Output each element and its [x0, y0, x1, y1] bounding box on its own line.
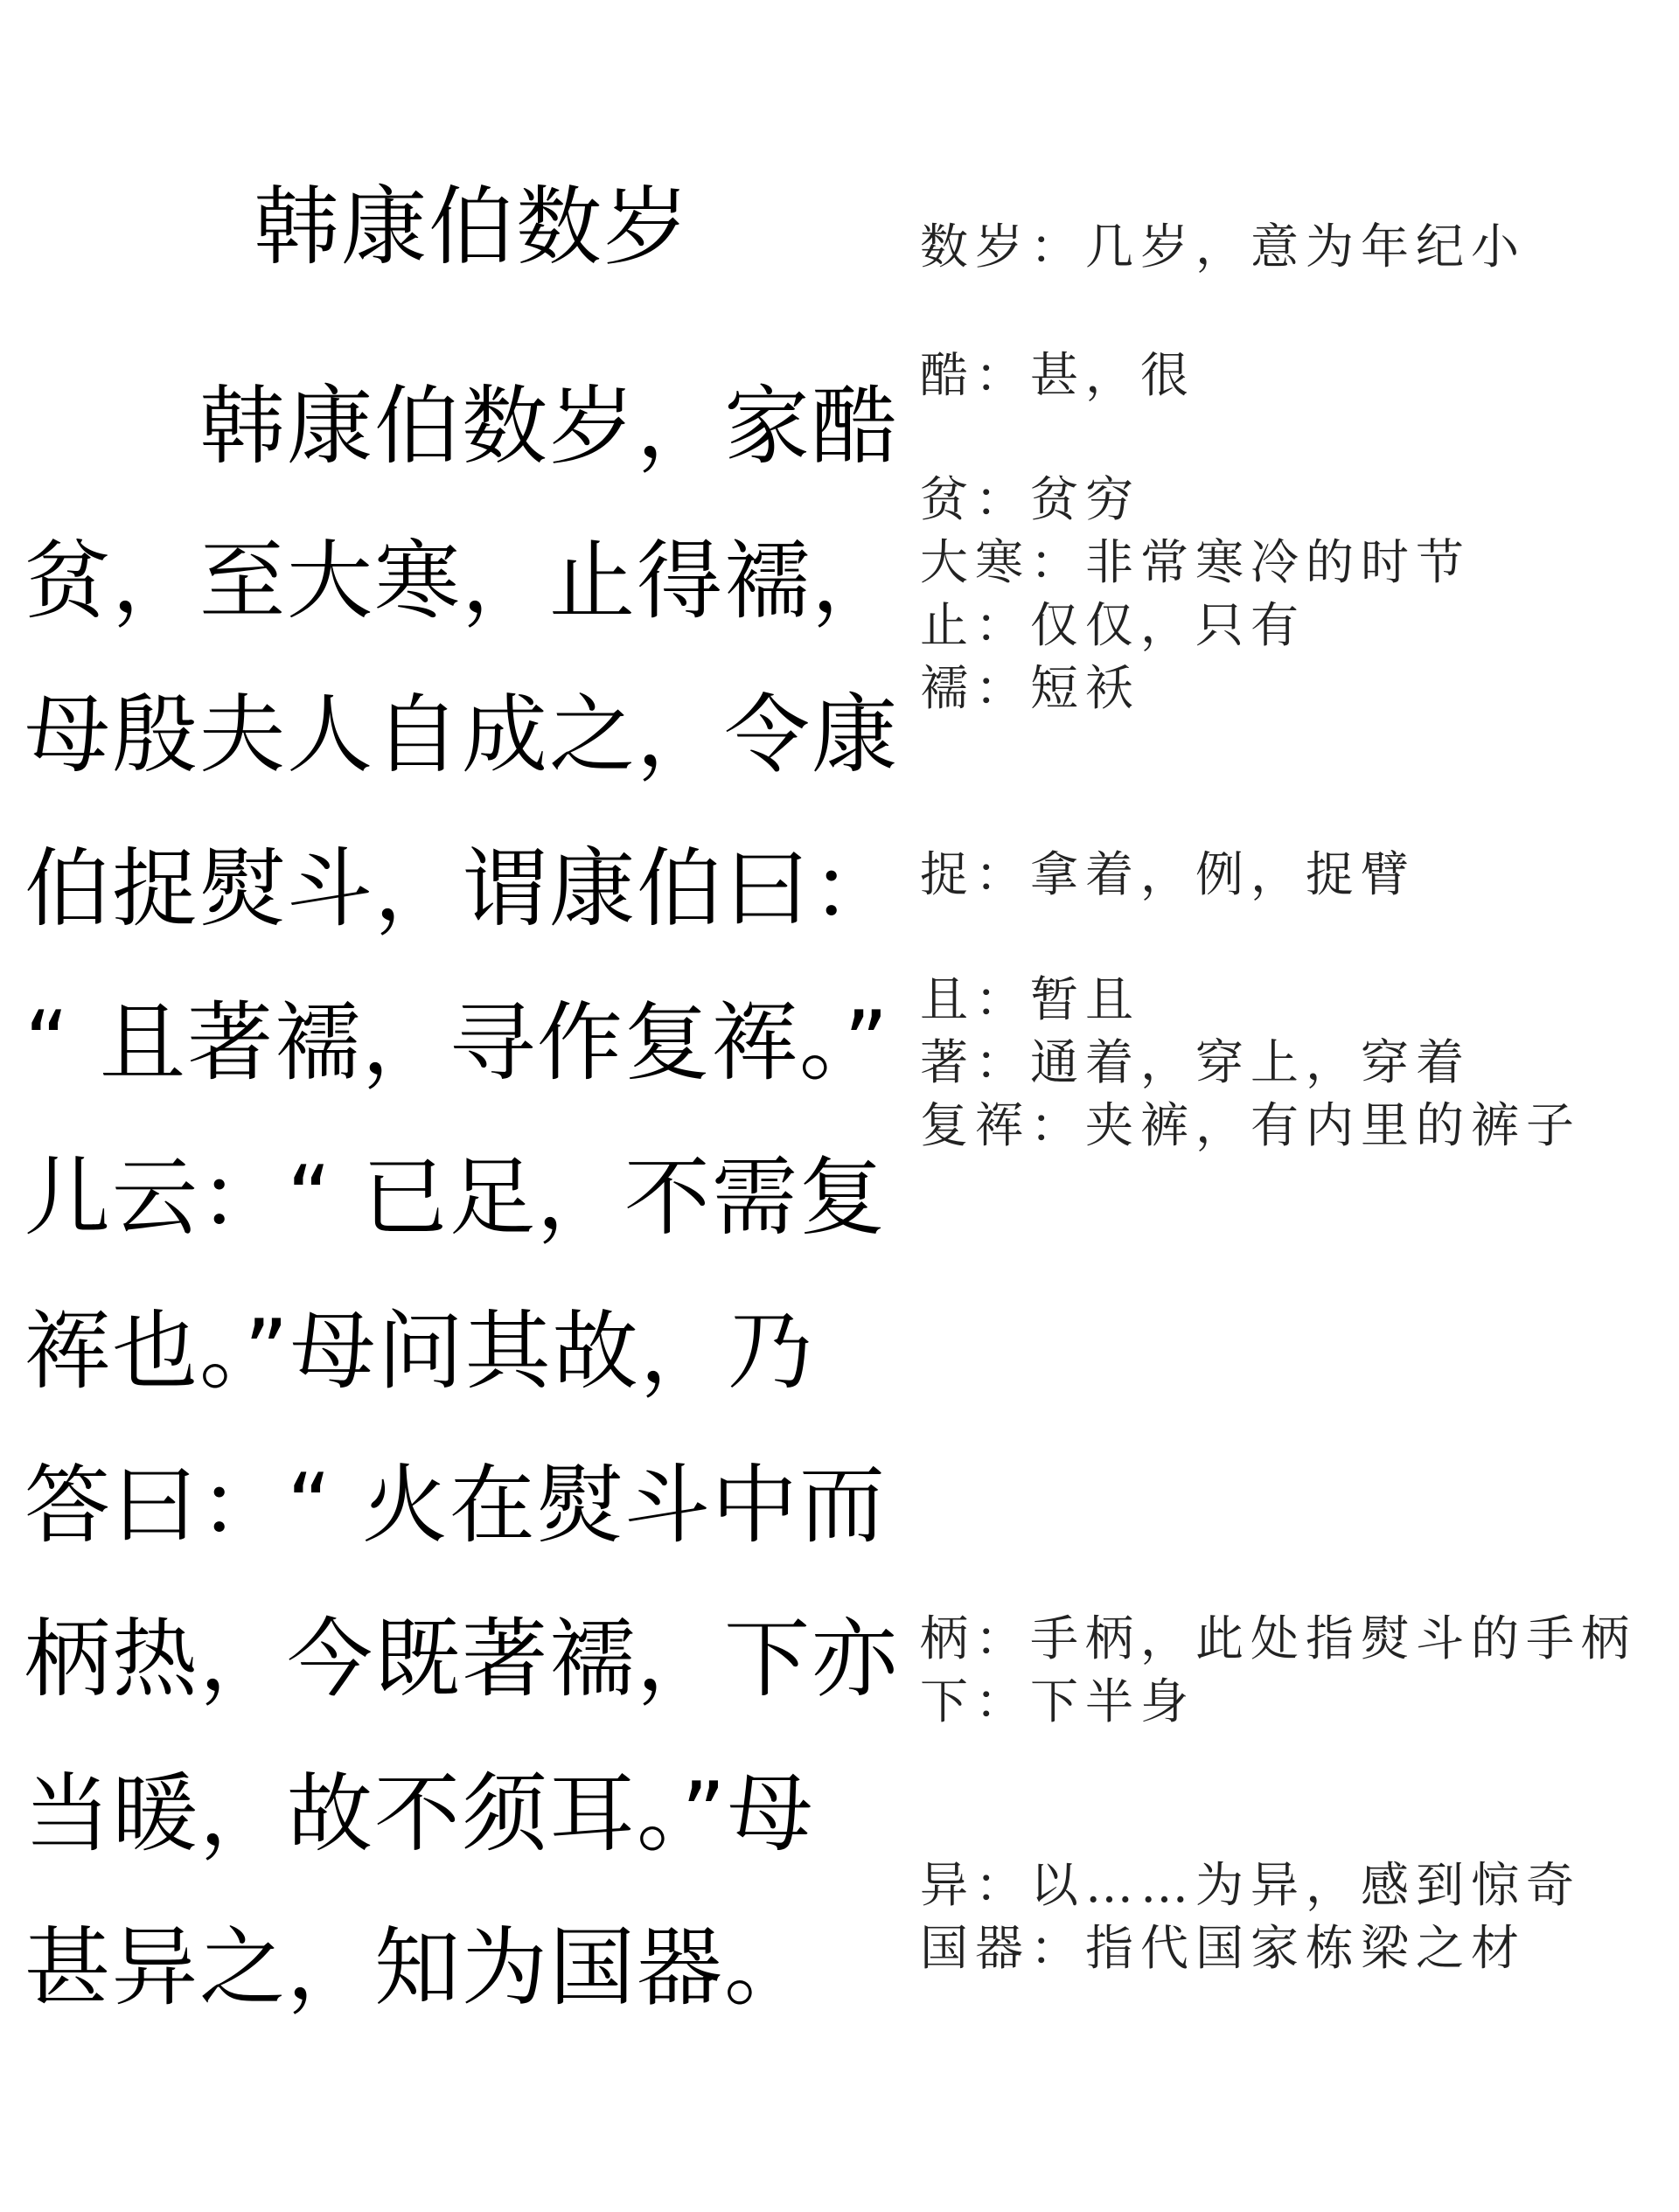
- annotation-note: 著：通着，穿上，穿着: [920, 1034, 1472, 1090]
- annotation-note: 大寒：非常寒冷的时节: [920, 534, 1472, 590]
- passage-line: 柄热，今既著襦，下亦: [24, 1610, 900, 1709]
- annotation-note: 数岁：几岁，意为年纪小: [920, 219, 1527, 275]
- passage-line: 母殷夫人自成之，令康: [24, 685, 900, 785]
- passage-line: 甚异之，知为国器。: [24, 1918, 812, 2018]
- passage-line: 伯捉熨斗，谓康伯曰：: [24, 839, 900, 939]
- annotation-note: 且：暂且: [920, 971, 1141, 1027]
- passage-line: 当暖，故不须耳。”母: [24, 1764, 815, 1864]
- passage-line: 裈也。”母问其故，乃: [24, 1302, 815, 1402]
- passage-line: “ 且著襦，寻作复裈。”: [24, 993, 890, 1093]
- passage-title: 韩康伯数岁: [254, 177, 692, 277]
- passage-line: 答曰：“ 火在熨斗中而: [24, 1456, 887, 1555]
- annotation-note: 止：仅仅，只有: [920, 597, 1306, 653]
- passage-line: 韩康伯数岁，家酷: [199, 377, 900, 476]
- annotation-note: 复裈：夹裤，有内里的裤子: [920, 1097, 1582, 1153]
- annotation-note: 异：以……为异，感到惊奇: [920, 1857, 1582, 1913]
- passage-line: 儿云：“ 已足，不需复: [24, 1148, 887, 1248]
- annotation-note: 襦：短袄: [920, 660, 1141, 716]
- annotation-note: 国器：指代国家栋梁之材: [920, 1920, 1527, 1976]
- annotation-note: 贫：贫穷: [920, 471, 1141, 527]
- annotation-note: 捉：拿着，例，捉臂: [920, 846, 1417, 902]
- annotation-note: 下：下半身: [920, 1673, 1196, 1729]
- annotation-note: 柄：手柄，此处指熨斗的手柄: [920, 1610, 1637, 1666]
- annotation-note: 酷：甚，很: [920, 347, 1196, 403]
- passage-line: 贫，至大寒，止得襦，: [24, 532, 900, 631]
